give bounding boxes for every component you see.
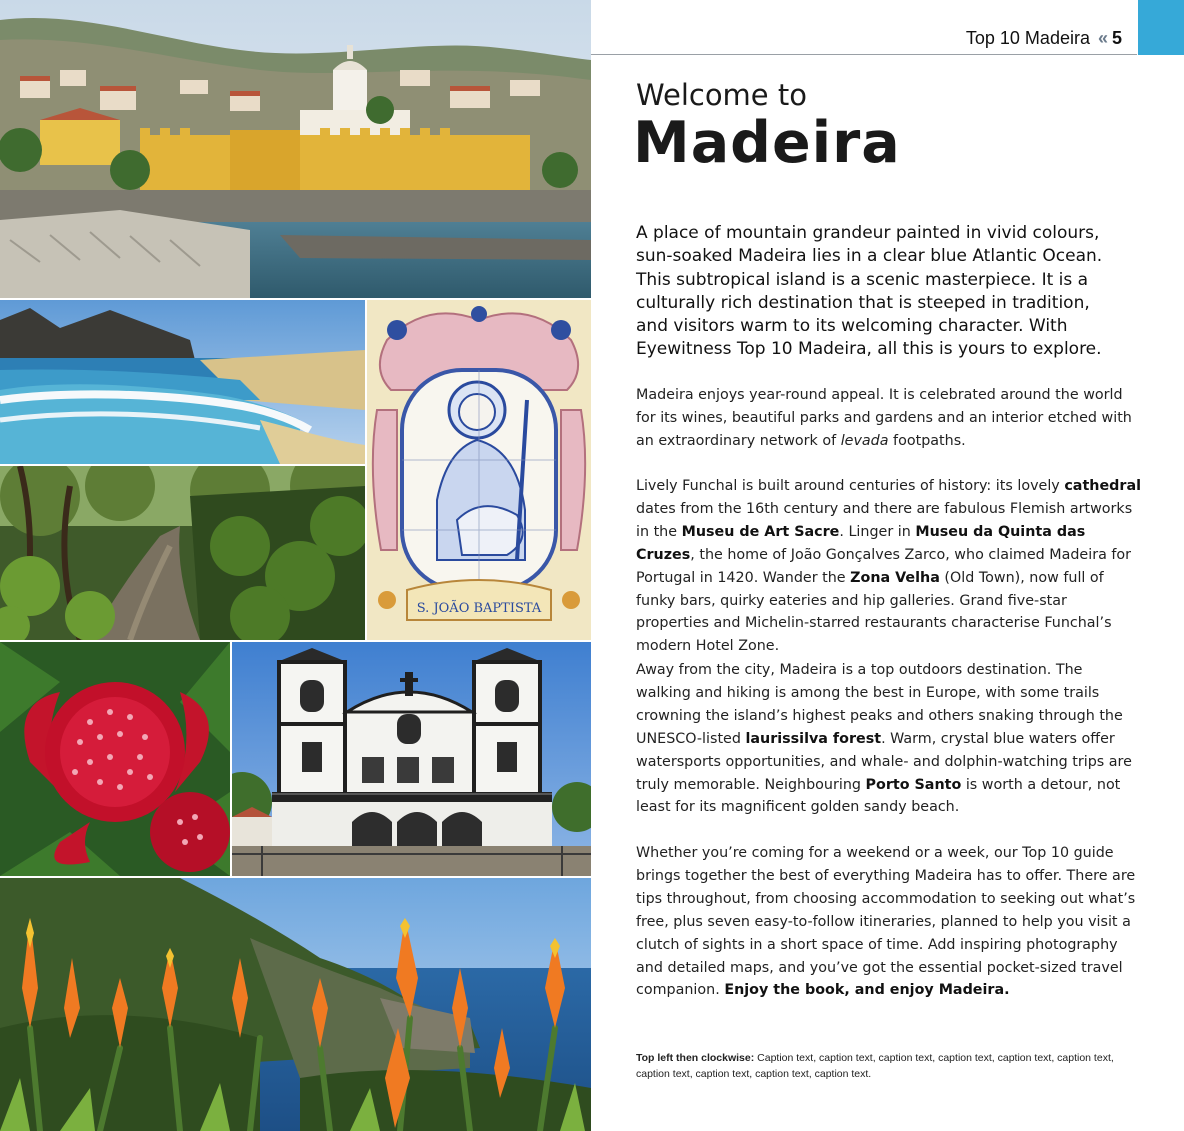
- header-rule: [591, 54, 1137, 55]
- text-span: (Old Town), now full of funky bars, quirky eateries and hip galleries. Grand five-star properties and Michelin-starred restaurants characterise Funchal’s modern Hotel Zone.: [636, 569, 1112, 655]
- text-span: Madeira enjoys year-round appeal. It is celebrated around the world for its wines, beautiful parks and gardens and an interior etched with an extraordinary network of: [636, 387, 1132, 449]
- photo-funchal-fort: [0, 0, 591, 298]
- highlight-laurissilva: laurissilva forest: [745, 730, 882, 747]
- highlight-museu-cruzes: Museu da Quinta das Cruzes: [636, 523, 1086, 563]
- chevron-left-icon: «: [1097, 28, 1106, 48]
- text-span: . Linger in: [839, 523, 916, 540]
- running-title: Top 10 Madeira: [965, 28, 1090, 48]
- header-color-tab: [1138, 0, 1184, 55]
- closing-line: Enjoy the book, and enjoy Madeira.: [724, 982, 1010, 999]
- text-span: Whether you’re coming for a weekend or a week, our Top 10 guide brings together the best of everything Madeira has to offer. There are tips throughout, from choosing accommodation to seeking out what’s free, plus seven easy-to-follow itineraries, planned to help you visit a clutch of sights in a short space of time. Add inspiring photography and detailed maps, and you’ve got the essential pocket-sized travel companion.: [636, 845, 1136, 999]
- photo-monte-church: [232, 642, 591, 876]
- highlight-zona-velha: Zona Velha: [850, 569, 940, 586]
- photo-levada-path: [0, 466, 365, 640]
- caption-text: Caption text, caption text, caption text, caption text, caption text, caption text, caption text, caption text, caption text, caption text.: [636, 1052, 1114, 1080]
- photo-caption: [636, 1050, 1136, 1082]
- text-page: [591, 0, 1184, 1131]
- body-paragraph-2: [636, 475, 1141, 658]
- body-paragraph-4: [636, 842, 1141, 1002]
- text-span: . Warm, crystal blue waters offer watersports opportunities, and whale- and dolphin-watching trips are truly memorable. Neighbouring: [636, 730, 1132, 793]
- body-paragraph-1: [636, 384, 1141, 453]
- photo-beach: [0, 300, 365, 464]
- highlight-cathedral: cathedral: [1064, 478, 1141, 494]
- text-span: Lively Funchal is built around centuries of history: its lovely: [636, 478, 1065, 494]
- text-span: , the home of João Gonçalves Zarco, who claimed Madeira for Portugal in 1420. Wander the: [636, 546, 1132, 586]
- photo-protea-flower: [0, 642, 230, 876]
- highlight-museu-art-sacre: Museu de Art Sacre: [681, 523, 840, 540]
- text-span: footpaths.: [888, 432, 966, 449]
- text-span: is worth a detour, not least for its magnificent golden sandy beach.: [636, 776, 1121, 816]
- italic-term: levada: [840, 432, 889, 449]
- page-title-line1: Welcome to: [636, 78, 807, 112]
- tile-label: S. JOÃO BAPTISTA: [416, 601, 542, 616]
- highlight-porto-santo: Porto Santo: [865, 776, 962, 793]
- running-head: [966, 28, 1122, 49]
- body-paragraph-3: [636, 659, 1141, 819]
- photo-azulejo-tile: [367, 300, 591, 640]
- caption-label: Top left then clockwise:: [636, 1052, 758, 1064]
- lead-paragraph: A place of mountain grandeur painted in vivid colours, sun-soaked Madeira lies in a clear blue Atlantic Ocean. This subtropical island is a scenic masterpiece. It is a culturally rich destination that is steeped in tradition, and visitors warm to its welcoming character. With Eyewitness Top 10 Madeira, all this is yours to explore.: [636, 223, 1103, 360]
- photo-collage: [0, 0, 591, 1131]
- page-number: 5: [1111, 28, 1122, 48]
- page-title: Madeira: [633, 110, 901, 176]
- photo-coastal-aloe: [0, 878, 591, 1131]
- text-span: dates from the 16th century and there are fabulous Flemish artworks in the: [636, 500, 1133, 540]
- text-span: Away from the city, Madeira is a top outdoors destination. The walking and hiking is among the best in Europe, with some trails crowning the island’s highest peaks and others snaking through the UNESCO-listed: [636, 662, 1123, 747]
